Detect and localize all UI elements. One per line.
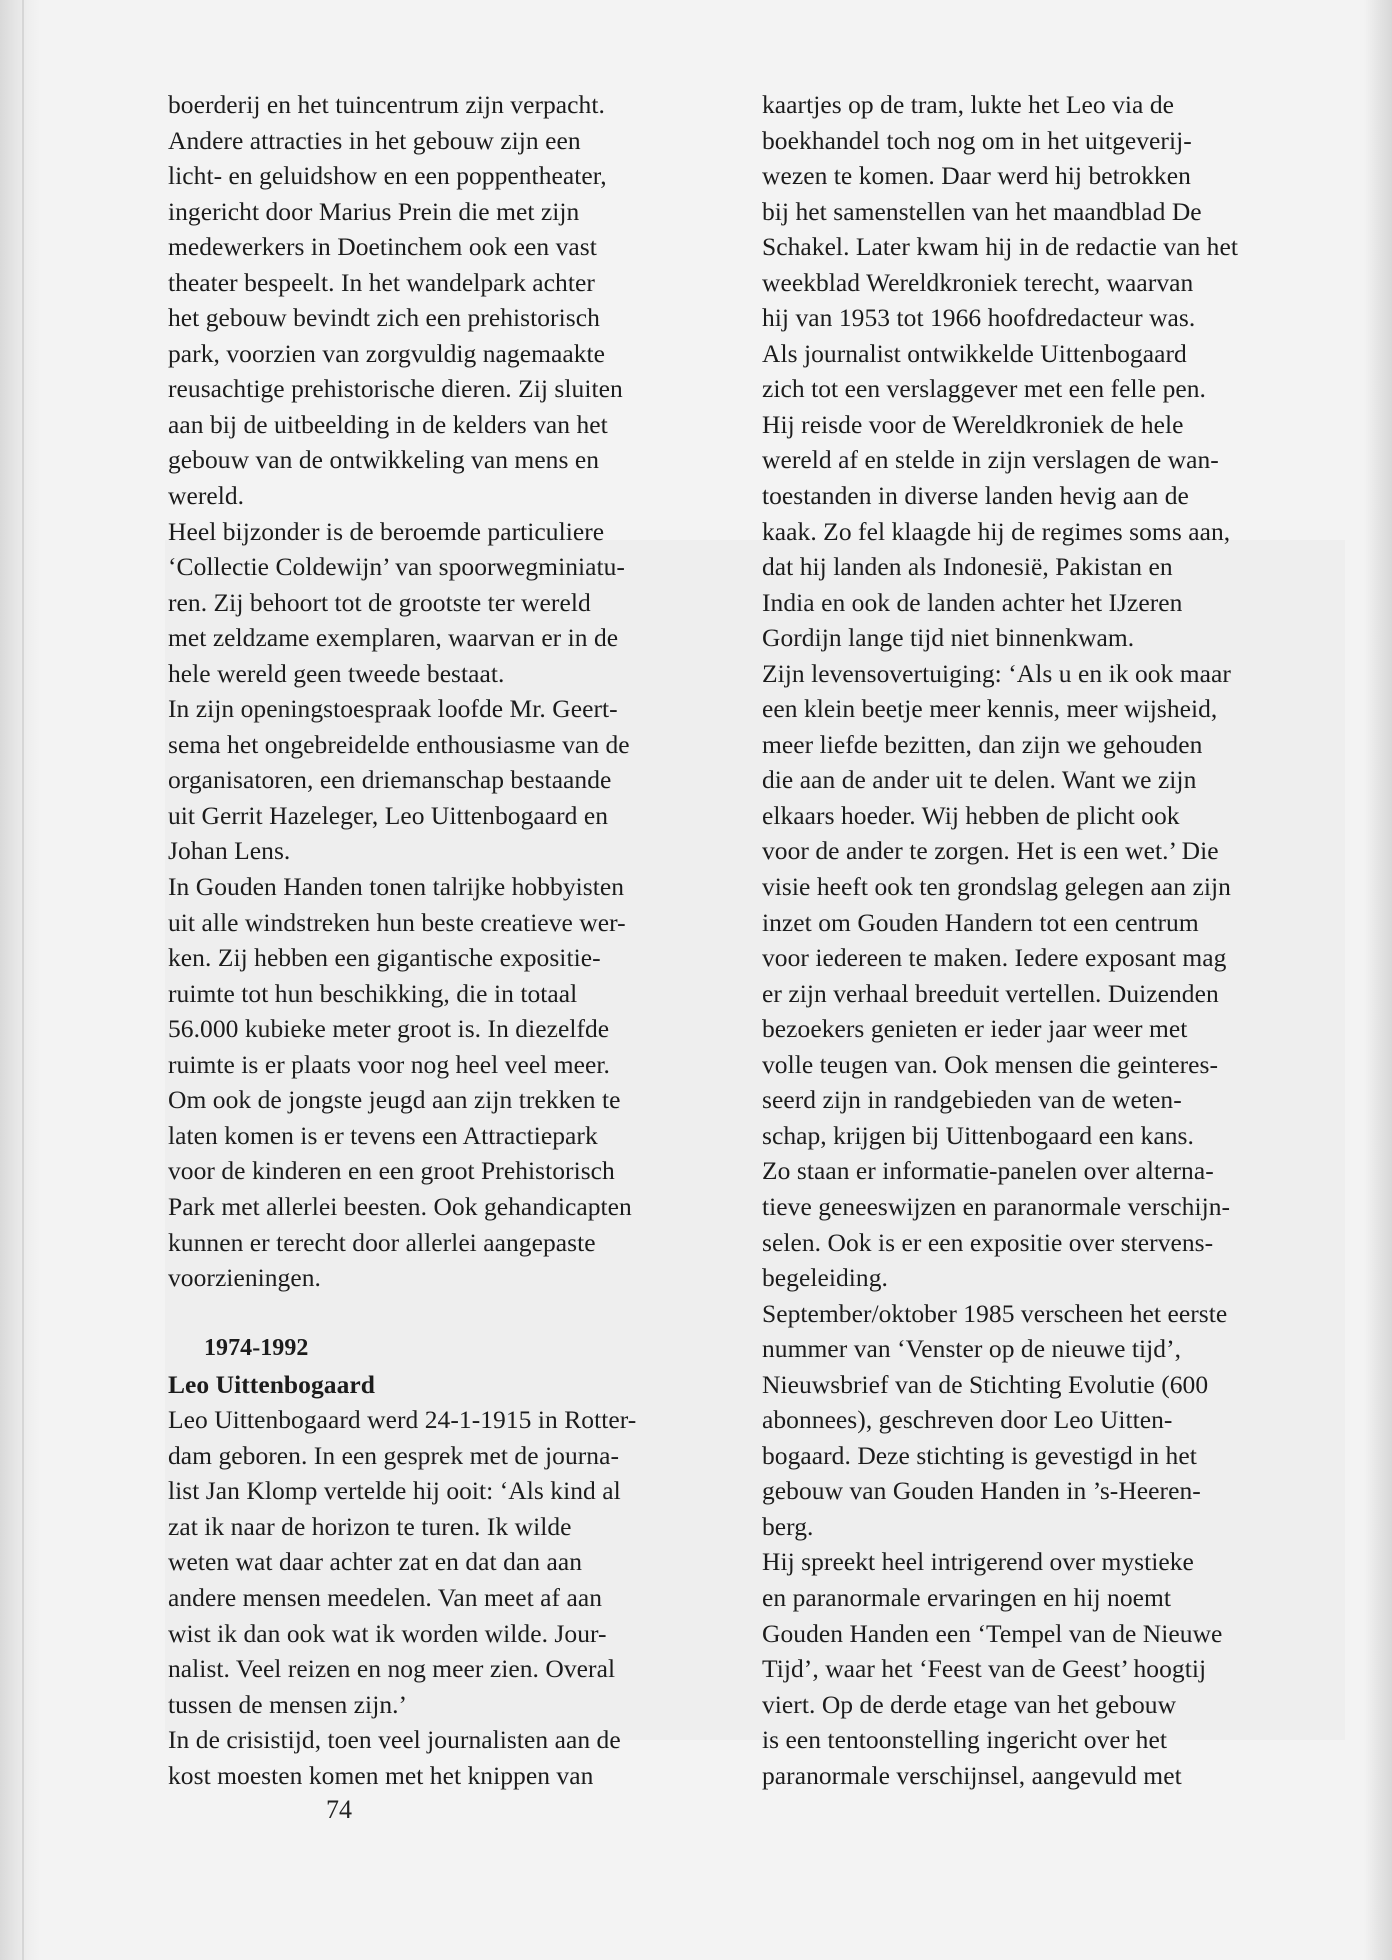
text-line: volle teugen van. Ook mensen die geinteres- [762,1049,1219,1079]
text-line: Gordijn lange tijd niet binnenkwam. [762,623,1135,653]
text-line: wezen te komen. Daar werd hij betrokken [762,161,1191,191]
heading-spacer [168,1296,728,1332]
text-line: boekhandel toch nog om in het uitgeverij- [762,125,1192,155]
text-line: dat hij landen als Indonesië, Pakistan en [762,552,1173,582]
text-line: India en ook de landen achter het IJzeren [762,587,1183,617]
text-line: wereld af en stelde in zijn verslagen de wan- [762,445,1219,475]
text-line: laten komen is er tevens een Attractiepark [168,1120,598,1150]
text-line: licht- en geluidshow en een poppentheater, [168,161,607,191]
text-line: Zo staan er informatie-panelen over alterna- [762,1156,1214,1186]
right-column [762,87,1332,1793]
text-line: bezoekers genieten er ieder jaar weer met [762,1014,1188,1044]
text-line: uit alle windstreken hun beste creatieve wer- [168,907,626,937]
text-line: ren. Zij behoort tot de grootste ter wereld [168,587,591,617]
text-line: gebouw van de ontwikkeling van mens en [168,445,600,475]
text-line: In zijn openingstoespraak loofde Mr. Geert- [168,694,618,724]
text-line: uit Gerrit Hazeleger, Leo Uittenbogaard en [168,800,609,830]
text-line: Zijn levensovertuiging: ‘Als u en ik ook maar [762,658,1231,688]
text-line: wist ik dan ook wat ik worden wilde. Jour- [168,1618,607,1648]
text-line: kaartjes op de tram, lukte het Leo via de [762,90,1175,119]
text-line: Heel bijzonder is de beroemde particuliere [168,516,605,546]
text-line: een klein beetje meer kennis, meer wijsheid, [762,694,1218,724]
text-line: tussen de mensen zijn.’ [168,1689,408,1719]
text-line: Als journalist ontwikkelde Uittenbogaard [762,338,1187,368]
text-line: andere mensen meedelen. Van meet af aan [168,1582,603,1612]
text-line: reusachtige prehistorische dieren. Zij sluiten [168,374,623,404]
text-line: paranormale verschijnsel, aangevuld met [762,1760,1182,1790]
text-line: boerderij en het tuincentrum zijn verpacht. [168,90,605,119]
text-line: sema het ongebreidelde enthousiasme van de [168,729,630,759]
text-line: Schakel. Later kwam hij in de redactie van het [762,232,1238,262]
left-column-body-before-heading [168,87,728,1296]
text-line: Andere attracties in het gebouw zijn een [168,125,581,155]
text-line: ken. Zij hebben een gigantische expositie- [168,943,601,973]
text-line: kaak. Zo fel klaagde hij de regimes soms aan, [762,516,1231,546]
text-line: gebouw van Gouden Handen in ’s-Heeren- [762,1476,1201,1506]
section-heading-name: Leo Uittenbogaard [168,1369,375,1399]
text-line: Hij reisde voor de Wereldkroniek de hele [762,409,1184,439]
text-line: die aan de ander uit te delen. Want we zijn [762,765,1197,795]
text-line: weekblad Wereldkroniek terecht, waarvan [762,267,1194,297]
text-line: list Jan Klomp vertelde hij ooit: ‘Als kind al [168,1476,621,1506]
text-line: ruimte is er plaats voor nog heel veel meer. [168,1049,610,1079]
text-line: berg. [762,1511,814,1541]
text-line: zich tot een verslaggever met een felle pen. [762,374,1206,404]
text-line: voor de kinderen en een groot Prehistorisch [168,1156,615,1186]
text-line: voor de ander te zorgen. Het is een wet.’ Die [762,836,1219,866]
text-line: wereld. [168,481,245,511]
left-column-body-after-heading [168,1402,728,1793]
text-line: seerd zijn in randgebieden van de weten- [762,1085,1182,1115]
text-line: In de crisistijd, toen veel journalisten aan de [168,1725,621,1755]
text-line: het gebouw bevindt zich een prehistorisch [168,303,600,333]
text-line: park, voorzien van zorgvuldig nagemaakte [168,338,605,368]
text-line: In Gouden Handen tonen talrijke hobbyisten [168,872,625,902]
text-line: weten wat daar achter zat en dat dan aan [168,1547,583,1577]
text-line: Hij spreekt heel intrigerend over mystieke [762,1547,1194,1577]
text-line: Tijd’, waar het ‘Feest van de Geest’ hoogtij [762,1654,1207,1684]
text-line: 56.000 kubieke meter groot is. In diezelfde [168,1014,610,1044]
text-line: viert. Op de derde etage van het gebouw [762,1689,1177,1719]
section-heading-years: 1974-1992 [204,1335,309,1362]
text-line: Om ook de jongste jeugd aan zijn trekken te [168,1085,621,1115]
text-line: September/oktober 1985 verscheen het eerste [762,1298,1228,1328]
text-line: nummer van ‘Venster op de nieuwe tijd’, [762,1334,1182,1364]
text-line: tieve geneeswijzen en paranormale verschijn- [762,1191,1231,1221]
text-line: abonnees), geschreven door Leo Uitten- [762,1405,1173,1435]
text-line: zat ik naar de horizon te turen. Ik wilde [168,1511,572,1541]
text-line: begeleiding. [762,1263,888,1293]
left-column [168,87,728,1793]
text-line: Park met allerlei beesten. Ook gehandicapten [168,1191,632,1221]
text-line: inzet om Gouden Handern tot een centrum [762,907,1199,937]
text-line: hele wereld geen tweede bestaat. [168,658,505,688]
text-line: selen. Ook is er een expositie over stervens- [762,1227,1214,1257]
text-line: theater bespeelt. In het wandelpark achter [168,267,595,297]
text-line: medewerkers in Doetinchem ook een vast [168,232,597,262]
text-line: schap, krijgen bij Uittenbogaard een kans. [762,1120,1194,1150]
text-line: dam geboren. In een gesprek met de journa- [168,1440,620,1470]
text-line: aan bij de uitbeelding in de kelders van het [168,409,608,439]
text-line: is een tentoonstelling ingericht over het [762,1725,1167,1755]
text-line: ‘Collectie Coldewijn’ van spoorwegminiatu- [168,552,625,582]
text-line: kunnen er terecht door allerlei aangepaste [168,1227,596,1257]
text-line: ruimte tot hun beschikking, die in totaal [168,978,578,1008]
page-number: 74 [326,1795,352,1824]
text-line: bij het samenstellen van het maandblad De [762,196,1202,226]
text-line: en paranormale ervaringen en hij noemt [762,1582,1172,1612]
text-line: bogaard. Deze stichting is gevestigd in het [762,1440,1197,1470]
text-line: met zeldzame exemplaren, waarvan er in de [168,623,619,653]
text-line: meer liefde bezitten, dan zijn we gehouden [762,729,1203,759]
text-line: elkaars hoeder. Wij hebben de plicht ook [762,800,1180,830]
text-line: hij van 1953 tot 1966 hoofdredacteur was. [762,303,1196,333]
text-line: Johan Lens. [168,836,291,866]
right-column-body [762,87,1332,1793]
text-line: voor iedereen te maken. Iedere exposant mag [762,943,1227,973]
page-edge-shadow [1364,0,1392,1960]
text-line: kost moesten komen met het knippen van [168,1760,594,1790]
text-line: nalist. Veel reizen en nog meer zien. Overal [168,1654,616,1684]
text-line: er zijn verhaal breeduit vertellen. Duizenden [762,978,1219,1008]
text-line: visie heeft ook ten grondslag gelegen aan zijn [762,872,1231,902]
text-line: voorzieningen. [168,1263,321,1293]
book-gutter-shadow [0,0,40,1960]
text-line: toestanden in diverse landen hevig aan de [762,481,1189,511]
text-line: Gouden Handen een ‘Tempel van de Nieuwe [762,1618,1223,1648]
text-line: ingericht door Marius Prein die met zijn [168,196,580,226]
text-line: Leo Uittenbogaard werd 24-1-1915 in Rotter- [168,1405,637,1435]
text-line: organisatoren, een driemanschap bestaande [168,765,612,795]
book-gutter-line [22,0,24,1960]
text-line: Nieuwsbrief van de Stichting Evolutie (600 [762,1369,1209,1399]
